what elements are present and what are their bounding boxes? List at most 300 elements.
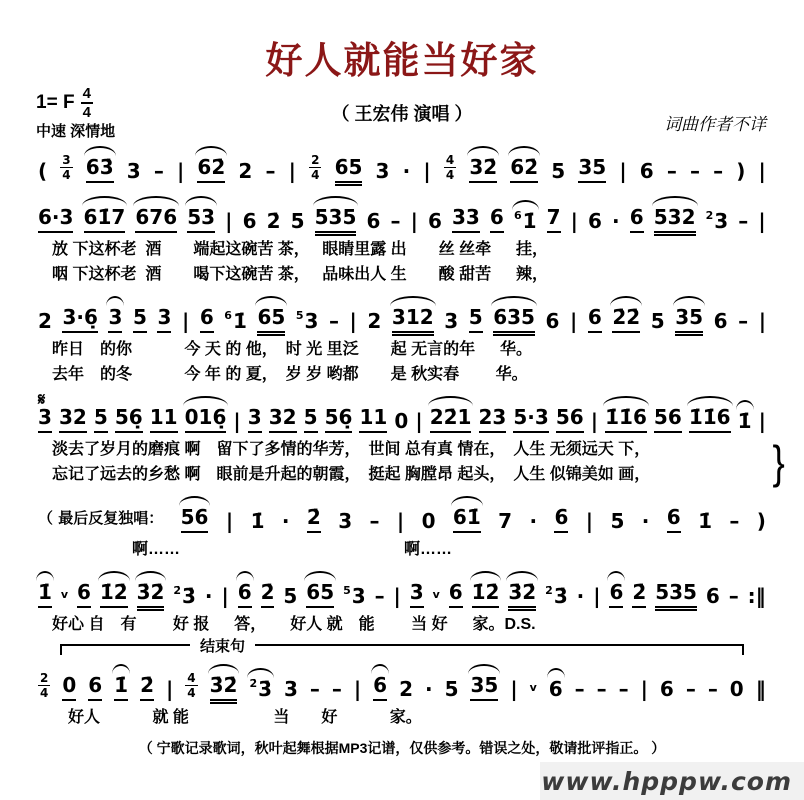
- note-token: [610, 510, 624, 533]
- barline: [759, 160, 766, 183]
- note-text: 35: [675, 305, 704, 329]
- note-token: [284, 678, 298, 701]
- note-token: [738, 410, 752, 433]
- note-text: 3: [304, 309, 319, 333]
- time-signature: [444, 154, 456, 181]
- note-token: [88, 674, 102, 701]
- system-label: （ 最后反复独唱：: [38, 508, 164, 527]
- note-text: 6: [489, 205, 504, 229]
- note-token: [38, 310, 52, 333]
- note-text: 535: [655, 580, 697, 604]
- note-token: [554, 506, 568, 533]
- note-token: [551, 160, 565, 183]
- note-token: [62, 306, 97, 333]
- barline: [641, 678, 648, 701]
- note-text: 61̇: [452, 505, 481, 529]
- note-text: 1̇: [114, 673, 129, 697]
- time-signature: [60, 154, 72, 181]
- note-text: |: [349, 309, 357, 333]
- note-text: –: [728, 584, 739, 608]
- note-text: 23: [478, 405, 507, 429]
- note-text: |: [176, 159, 185, 183]
- lyric-line: 淡去了岁月的磨痕 啊 留下了多情的华芳， 世间 总有真 情在， 人生 无须远天 下，: [52, 441, 651, 458]
- note-token: [59, 406, 87, 433]
- grace-note: 2̇: [249, 677, 258, 690]
- note-text: 6·3: [38, 205, 74, 229]
- note-token: [654, 206, 696, 233]
- lyric-line: 好人 就 能 当 好 家。: [52, 709, 422, 726]
- lyric-line: 好心 自 有 好 报 答， 好人 就 能 当 好 家。D.S.: [52, 616, 536, 633]
- note-token: [310, 678, 320, 701]
- note-text: 1̇2̇: [471, 580, 500, 604]
- note-token: [469, 306, 483, 333]
- note-token: [713, 160, 723, 183]
- note-text: 1̇2̇: [99, 580, 128, 604]
- note-token: [578, 156, 606, 183]
- note-text: 32: [58, 405, 87, 429]
- lyric-line: 咽 下这杯老 酒 喝下这碗苦 茶， 品味出人 生 酸 甜苦 辣，: [52, 266, 549, 283]
- barline: [233, 410, 240, 433]
- note-text: 016̣: [184, 405, 227, 429]
- note-text: 6: [237, 580, 252, 604]
- note-text: ·: [576, 584, 585, 608]
- note-text: 32: [268, 405, 297, 429]
- note-token: [304, 406, 318, 433]
- note-text: 56̣: [114, 405, 143, 429]
- note-text: 62̇: [197, 155, 226, 179]
- note-text: ·: [529, 509, 538, 533]
- note-token: [86, 156, 114, 183]
- note-token: [267, 210, 281, 233]
- note-text: 0: [394, 409, 409, 433]
- note-token: [84, 206, 126, 233]
- barline: [411, 210, 418, 233]
- note-text: –: [331, 677, 342, 701]
- note-text: 676: [135, 205, 178, 229]
- note-text: 6: [76, 580, 91, 604]
- note-text: 6: [588, 209, 602, 233]
- note-text: 11: [359, 405, 388, 429]
- note-token: [150, 406, 178, 433]
- note-token: [469, 156, 497, 183]
- music-system: [34, 494, 770, 562]
- note-token: [238, 160, 252, 183]
- note-text: |: [758, 309, 766, 333]
- note-text: 6: [242, 209, 257, 233]
- note-text: 2: [367, 309, 382, 333]
- note-token: [269, 406, 297, 433]
- note-token: [708, 678, 718, 701]
- note-text: |: [410, 209, 418, 233]
- note-text: v: [60, 587, 69, 601]
- barline: [423, 160, 430, 183]
- time-sig-bottom: 4: [445, 168, 455, 182]
- barline: [759, 310, 766, 333]
- note-token: [224, 310, 247, 333]
- note-token: [251, 510, 265, 533]
- note-text: |: [393, 584, 401, 608]
- note-token: [62, 674, 76, 701]
- note-text: |: [758, 159, 766, 183]
- song-title: 好人就能当好家: [265, 40, 539, 81]
- lyric-line: 忘记了远去的乡愁 啊 眼前是升起的朝霞， 挺起 胸膛昂 起头， 人生 似锦美如 画，: [52, 466, 651, 483]
- note-token: [729, 510, 739, 533]
- notes-row: [34, 294, 770, 337]
- note-text: 61̇7: [83, 205, 126, 229]
- note-token: [730, 678, 744, 701]
- note-text: 3: [247, 405, 262, 429]
- note-text: ‖: [755, 677, 766, 701]
- note-text: –: [265, 159, 276, 183]
- note-text: 11: [149, 405, 178, 429]
- note-token: [675, 306, 703, 333]
- segno-icon: 𝄋: [38, 390, 46, 410]
- barline: [182, 310, 189, 333]
- note-text: –: [153, 159, 164, 183]
- note-text: 35: [578, 155, 607, 179]
- notes-row: [34, 142, 770, 187]
- note-token: [514, 210, 537, 233]
- note-text: 6: [199, 305, 214, 329]
- note-text: 56: [555, 405, 584, 429]
- note-text: 5: [551, 159, 566, 183]
- notes-row: [34, 394, 770, 437]
- note-token: [210, 674, 238, 701]
- note-text: ·: [204, 584, 213, 608]
- note-token: [609, 581, 623, 608]
- lyric-line: 昨日 的你 今 天 的 他， 时 光 里泛 起 无言的年 华。: [52, 341, 533, 358]
- note-text: 5: [444, 677, 459, 701]
- note-token: [655, 581, 697, 608]
- note-text: 3: [338, 509, 353, 533]
- note-token: [283, 585, 297, 608]
- time-sig-bottom: 4: [62, 168, 71, 182]
- note-text: 33: [451, 205, 480, 229]
- note-text: 1̇: [250, 509, 265, 533]
- note-token: [173, 585, 196, 608]
- grace-note: 6: [224, 309, 232, 322]
- note-token: [577, 585, 585, 608]
- note-text: 65: [306, 580, 335, 604]
- note-text: –: [666, 159, 677, 183]
- note-text: 32̇: [469, 155, 498, 179]
- note-token: [338, 510, 352, 533]
- note-text: |: [590, 409, 599, 433]
- note-text: 1̇1̇6: [688, 405, 731, 429]
- note-text: 63̇: [85, 155, 114, 179]
- barline: [619, 160, 626, 183]
- notes-row: [34, 660, 770, 705]
- note-text: 6: [427, 209, 442, 233]
- time-sig-top: 4: [445, 153, 455, 167]
- note-token: [187, 206, 215, 233]
- note-token: [738, 310, 748, 333]
- note-text: –: [574, 677, 585, 701]
- note-token: [265, 160, 275, 183]
- barline: [289, 160, 296, 183]
- music-system: [34, 390, 785, 488]
- note-text: 6: [713, 309, 728, 333]
- note-text: |: [510, 677, 518, 701]
- note-token: [654, 406, 682, 433]
- note-token: [366, 210, 380, 233]
- note-text: –: [738, 309, 749, 333]
- note-text: 5: [93, 405, 108, 429]
- note-text: –: [729, 509, 740, 533]
- note-token: [137, 581, 165, 608]
- note-text: 1̇: [737, 409, 752, 433]
- breath-mark: [530, 675, 537, 701]
- note-token: [706, 585, 720, 608]
- note-text: 6: [373, 673, 388, 697]
- note-text: 2: [38, 309, 52, 333]
- barline: [177, 160, 184, 183]
- note-token: [38, 406, 52, 433]
- note-text: 3: [444, 309, 459, 333]
- note-token: [291, 210, 305, 233]
- note-token: [575, 678, 585, 701]
- note-text: 6: [88, 673, 103, 697]
- note-text: 65: [334, 155, 363, 179]
- note-text: 0: [62, 673, 77, 697]
- note-text: –: [328, 309, 339, 333]
- note-text: 3: [157, 305, 172, 329]
- note-text: 53: [187, 205, 216, 229]
- music-system: [34, 194, 770, 287]
- note-token: [479, 406, 507, 433]
- time-sig-bottom: 4: [311, 168, 320, 182]
- note-text: 5: [283, 584, 298, 608]
- note-text: 5: [303, 405, 318, 429]
- note-text: (: [38, 159, 48, 183]
- note-token: [640, 160, 654, 183]
- note-text: 3: [409, 580, 424, 604]
- note-text: 1̇: [522, 209, 537, 233]
- note-token: [38, 160, 47, 183]
- note-token: [470, 674, 498, 701]
- note-text: 1̇: [38, 580, 52, 604]
- note-token: [714, 310, 728, 333]
- note-token: [38, 581, 52, 608]
- note-text: 5: [468, 305, 483, 329]
- time-signature: [38, 672, 50, 699]
- note-text: |: [619, 159, 627, 183]
- note-token: [513, 406, 548, 433]
- note-token: [549, 678, 563, 701]
- time-signature: [185, 672, 197, 699]
- note-text: 3: [126, 159, 141, 183]
- music-system: [34, 569, 770, 637]
- lyrics-brace: }: [772, 436, 785, 488]
- barline: [225, 210, 232, 233]
- note-text: |: [569, 309, 578, 333]
- note-text: |: [758, 409, 766, 433]
- note-token: [605, 406, 647, 433]
- note-token: [736, 160, 745, 183]
- note-token: [343, 585, 366, 608]
- note-text: 6: [554, 505, 569, 529]
- note-token: [394, 410, 408, 433]
- note-token: [296, 310, 319, 333]
- note-text: 3: [351, 584, 366, 608]
- note-text: ·: [641, 509, 650, 533]
- note-text: 6: [629, 205, 644, 229]
- note-text: 2̇2̇: [612, 305, 641, 329]
- note-token: [127, 160, 141, 183]
- note-token: [545, 585, 568, 608]
- note-text: v: [432, 587, 440, 601]
- note-token: [508, 581, 536, 608]
- note-token: [154, 160, 164, 183]
- note-text: |: [225, 509, 234, 533]
- barline: [759, 410, 766, 433]
- note-token: [200, 306, 214, 333]
- note-text: |: [640, 677, 648, 701]
- note-token: [257, 306, 285, 333]
- note-text: –: [390, 209, 401, 233]
- note-text: |: [585, 509, 594, 533]
- note-text: 3̇: [553, 584, 568, 608]
- note-text: 1̇: [698, 509, 713, 533]
- note-text: 0: [421, 509, 436, 533]
- note-text: –: [596, 677, 607, 701]
- breath-mark: [433, 582, 440, 608]
- note-text: –: [713, 159, 724, 183]
- lyric-line: 啊…… 啊……: [52, 541, 453, 558]
- note-token: [490, 206, 504, 233]
- note-token: [425, 678, 433, 701]
- note-token: [452, 206, 480, 233]
- tempo-marking: 中速 深情地: [36, 123, 116, 140]
- note-text: 3: [714, 209, 729, 233]
- time-signature: [309, 154, 321, 181]
- barline: [591, 410, 598, 433]
- barline: [571, 210, 578, 233]
- note-token: [698, 510, 712, 533]
- note-text: –: [707, 677, 718, 701]
- barline: [748, 585, 766, 608]
- note-token: [359, 406, 387, 433]
- note-token: [667, 160, 677, 183]
- note-text: 56: [653, 405, 682, 429]
- note-text: 6: [666, 505, 681, 529]
- barline: [758, 210, 765, 233]
- note-token: [445, 678, 459, 701]
- note-token: [370, 510, 380, 533]
- note-text: 2̇: [266, 209, 281, 233]
- note-text: 22̇1: [429, 405, 472, 429]
- note-token: [547, 206, 561, 233]
- ending-bracket: [60, 638, 744, 660]
- note-text: 312: [391, 305, 434, 329]
- note-text: 7: [498, 509, 513, 533]
- note-text: –: [738, 209, 749, 233]
- note-token: [329, 310, 339, 333]
- barline: [415, 410, 422, 433]
- barline: [221, 585, 228, 608]
- note-text: 3: [38, 405, 52, 429]
- note-text: 1̇: [232, 309, 247, 333]
- note-token: [757, 510, 766, 533]
- time-sig-top: 2: [40, 671, 49, 685]
- note-token: [115, 406, 143, 433]
- lyric-line: 放 下这杯老 酒 端起这碗苦 茶， 眼睛里露 出 丝 丝牵 挂，: [52, 241, 549, 258]
- note-token: [453, 506, 481, 533]
- note-token: [612, 306, 640, 333]
- note-token: [444, 310, 458, 333]
- note-token: [367, 310, 381, 333]
- note-text: ·: [424, 677, 433, 701]
- note-text: 56: [180, 505, 209, 529]
- music-system: [34, 638, 770, 730]
- note-text: 6: [705, 584, 720, 608]
- grace-note: 2̇: [173, 584, 182, 597]
- note-text: 3̇2̇: [136, 580, 165, 604]
- note-text: 65: [257, 305, 286, 329]
- note-token: [689, 406, 731, 433]
- note-text: –: [309, 677, 320, 701]
- note-text: |: [570, 209, 578, 233]
- note-text: 3̇: [258, 677, 273, 701]
- note-token: [686, 678, 696, 701]
- note-text: 5: [650, 309, 665, 333]
- notes-row: [34, 494, 770, 537]
- bracket-label: 结束句: [190, 635, 255, 656]
- note-text: 6: [659, 677, 674, 701]
- note-text: |: [593, 584, 601, 608]
- time-signature-main: $\frac{4}{4}$: [82, 85, 91, 121]
- grace-note: 2̇: [545, 584, 553, 597]
- note-text: 5: [290, 209, 305, 233]
- note-token: [114, 674, 128, 701]
- note-text: ): [736, 159, 746, 183]
- note-token: [630, 206, 644, 233]
- note-text: :‖: [747, 584, 766, 608]
- note-text: |: [181, 309, 190, 333]
- note-text: ·: [612, 209, 620, 233]
- note-text: |: [288, 159, 296, 183]
- note-token: [390, 210, 400, 233]
- note-token: [335, 156, 363, 183]
- time-sig-bottom: 4: [187, 686, 196, 700]
- note-text: 3·6̣: [62, 305, 98, 329]
- barline: [397, 510, 404, 533]
- note-token: [428, 210, 442, 233]
- performer-credit: （ 王宏伟 演唱 ）: [331, 104, 473, 124]
- note-token: [77, 581, 91, 608]
- note-text: –: [689, 159, 700, 183]
- note-text: 2̇: [306, 505, 321, 529]
- note-token: [248, 406, 262, 433]
- grace-note: 2: [705, 209, 714, 222]
- note-text: –: [369, 509, 380, 533]
- note-text: 56̣: [324, 405, 353, 429]
- note-text: 2̇: [632, 580, 647, 604]
- note-token: [185, 406, 227, 433]
- note-token: [642, 510, 650, 533]
- notes-row: [34, 194, 770, 237]
- note-text: 635: [493, 305, 535, 329]
- note-token: [430, 406, 472, 433]
- time-sig-top: 4: [187, 671, 196, 685]
- key-text: 1= F: [36, 92, 75, 113]
- time-sig-top: 2: [311, 153, 320, 167]
- note-text: 3̇2̇: [508, 580, 537, 604]
- note-token: [588, 306, 602, 333]
- note-token: [449, 581, 463, 608]
- score: [34, 142, 785, 737]
- note-text: 3̇: [182, 584, 196, 608]
